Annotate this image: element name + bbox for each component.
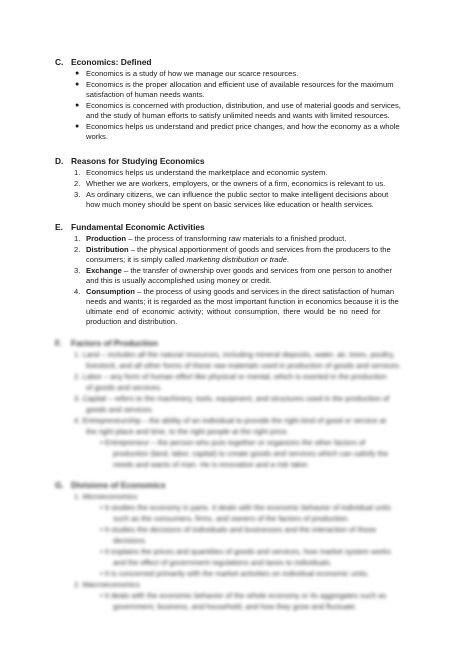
list-item: Economics is concerned with production, distribution, and use of material goods and services, — [86, 101, 401, 110]
blurred-line: • It studies the decisions of individuals and businesses and the interaction of those — [100, 525, 377, 534]
section-f-title: Factors of Production — [71, 338, 159, 348]
section-c-title: Economics: Defined — [71, 57, 152, 67]
bullet-icon: ● — [75, 70, 80, 77]
list-number: 2. — [74, 179, 81, 188]
blurred-line: • It is concerned primarily with the market activities on individual economic units. — [100, 569, 369, 578]
list-number: 3. — [74, 266, 81, 275]
section-d-title: Reasons for Studying Economics — [71, 156, 205, 166]
list-item-continued: and the study of human efforts to satisfy unlimited needs and wants with limited resources. — [86, 111, 390, 120]
list-item: As ordinary citizens, we can influence the public sector to make intelligent decisions about — [86, 190, 389, 199]
blurred-line: such as the consumers, firms, and owners of the factors of production. — [113, 514, 350, 523]
list-item-continued: works. — [86, 132, 108, 141]
term-distribution: Distribution — [86, 245, 129, 254]
section-f-letter: F. — [55, 338, 62, 348]
list-item-continued — [86, 255, 289, 266]
bullet-icon: ● — [75, 81, 80, 88]
list-number: 1. — [74, 168, 81, 177]
list-number: 3. — [74, 190, 81, 199]
section-g-heading — [55, 480, 165, 490]
list-item: Economics is the proper allocation and efficient use of available resources for the maximum — [86, 80, 394, 89]
list-item — [86, 266, 392, 277]
definition: consumers; it is simply called — [86, 255, 187, 264]
blurred-line: • It studies the economy in parts. It deals with the economic behavior of individual units — [100, 503, 391, 512]
blurred-line: production (land, labor, capital) to create goods and services which can satisfy the — [113, 449, 389, 458]
blurred-line: livestock, and all other forms of these raw materials used in production of goods and services. — [86, 361, 401, 370]
blurred-line: • It explains the prices and quantities of goods and services, how market system works — [100, 547, 391, 556]
section-e-title: Fundamental Economic Activities — [71, 222, 205, 232]
list-item-continued: production and distribution. — [86, 317, 178, 326]
list-item — [86, 245, 391, 256]
list-item-continued: and this is usually accomplished using money or credit. — [86, 276, 272, 285]
term-exchange: Exchange — [86, 266, 122, 275]
section-d-letter: D. — [55, 156, 64, 166]
list-number: 2. — [74, 245, 81, 254]
blurred-line: decisions. — [113, 536, 147, 545]
list-item-continued: how much money should be spent on basic services like education or health services. — [86, 200, 374, 209]
blurred-line: • It deals with the economic behavior of the whole economy or its aggregates such as — [100, 591, 387, 600]
list-number: 4. — [74, 287, 81, 296]
list-item — [86, 234, 346, 245]
definition: – the process of using goods and services in the direct satisfaction of human — [134, 287, 395, 296]
blurred-line: needs and wants of man. He is innovative and a risk taker. — [113, 460, 310, 469]
blurred-line: 4. Entrepreneurship – the ability of an individual to provide the right kind of good or service at — [74, 416, 386, 425]
definition-emphasis: marketing distribution or trade — [186, 255, 287, 264]
blurred-line: 1. Land – includes all the natural resources, including mineral deposits, water, air, trees, poultry, — [74, 350, 395, 359]
blurred-line: 2. Labor – any form of human effort like physical or mental, which is exerted in the production — [74, 372, 387, 381]
list-item-continued: ultimate end of economic activity; without consumption, there would be no need for — [86, 307, 381, 316]
section-e-heading — [55, 222, 205, 232]
blurred-line: and the effect of government regulations and taxes to individuals. — [113, 558, 332, 567]
blurred-line: goods and services. — [86, 405, 154, 414]
definition-end: . — [286, 255, 290, 264]
blurred-line: the right place and time, to the right people at the right price. — [86, 427, 289, 436]
blurred-line: 1. Microeconomics — [74, 492, 138, 501]
list-item: Economics helps us understand the marketplace and economic system. — [86, 168, 328, 177]
list-item-continued: satisfaction of human needs wants. — [86, 90, 205, 99]
list-item — [86, 287, 394, 298]
definition: – the transfer of ownership over goods and services from one person to another — [121, 266, 393, 275]
term-consumption: Consumption — [86, 287, 135, 296]
list-item: Economics is a study of how we manage our scarce resources. — [86, 69, 299, 78]
section-c-letter: C. — [55, 57, 64, 67]
section-f-heading — [55, 338, 158, 348]
list-item: Whether we are workers, employers, or the owners of a firm, economics is relevant to us. — [86, 179, 386, 188]
blurred-line: • Entrepreneur – the person who puts together or organizes the other factors of — [100, 438, 366, 447]
list-number: 1. — [74, 234, 81, 243]
section-e-letter: E. — [55, 222, 63, 232]
bullet-icon: ● — [75, 123, 80, 130]
definition: – the physical apportionment of goods and services from the producers to the — [128, 245, 391, 254]
list-item: Economics helps us understand and predict price changes, and how the economy as a whole — [86, 122, 400, 131]
blurred-line: of goods and services. — [86, 383, 162, 392]
section-g-letter: G. — [55, 480, 64, 490]
list-item-continued: needs and wants; it is regarded as the most important function in economics because it is the — [86, 297, 399, 306]
blurred-line: 3. Capital – refers to the machinery, tools, equipment, and structures used in the production of — [74, 394, 390, 403]
section-d-heading — [55, 156, 205, 166]
term-production: Production — [86, 234, 127, 243]
blurred-line: government, business, and household, and how they grow and fluctuate. — [113, 602, 358, 611]
bullet-icon: ● — [75, 102, 80, 109]
blurred-line: 2. Macroeconomics — [74, 580, 140, 589]
definition: – the process of transforming raw materials to a finished product. — [126, 234, 347, 243]
section-g-title: Divisions of Economics — [71, 480, 166, 490]
section-c-heading — [55, 57, 152, 67]
